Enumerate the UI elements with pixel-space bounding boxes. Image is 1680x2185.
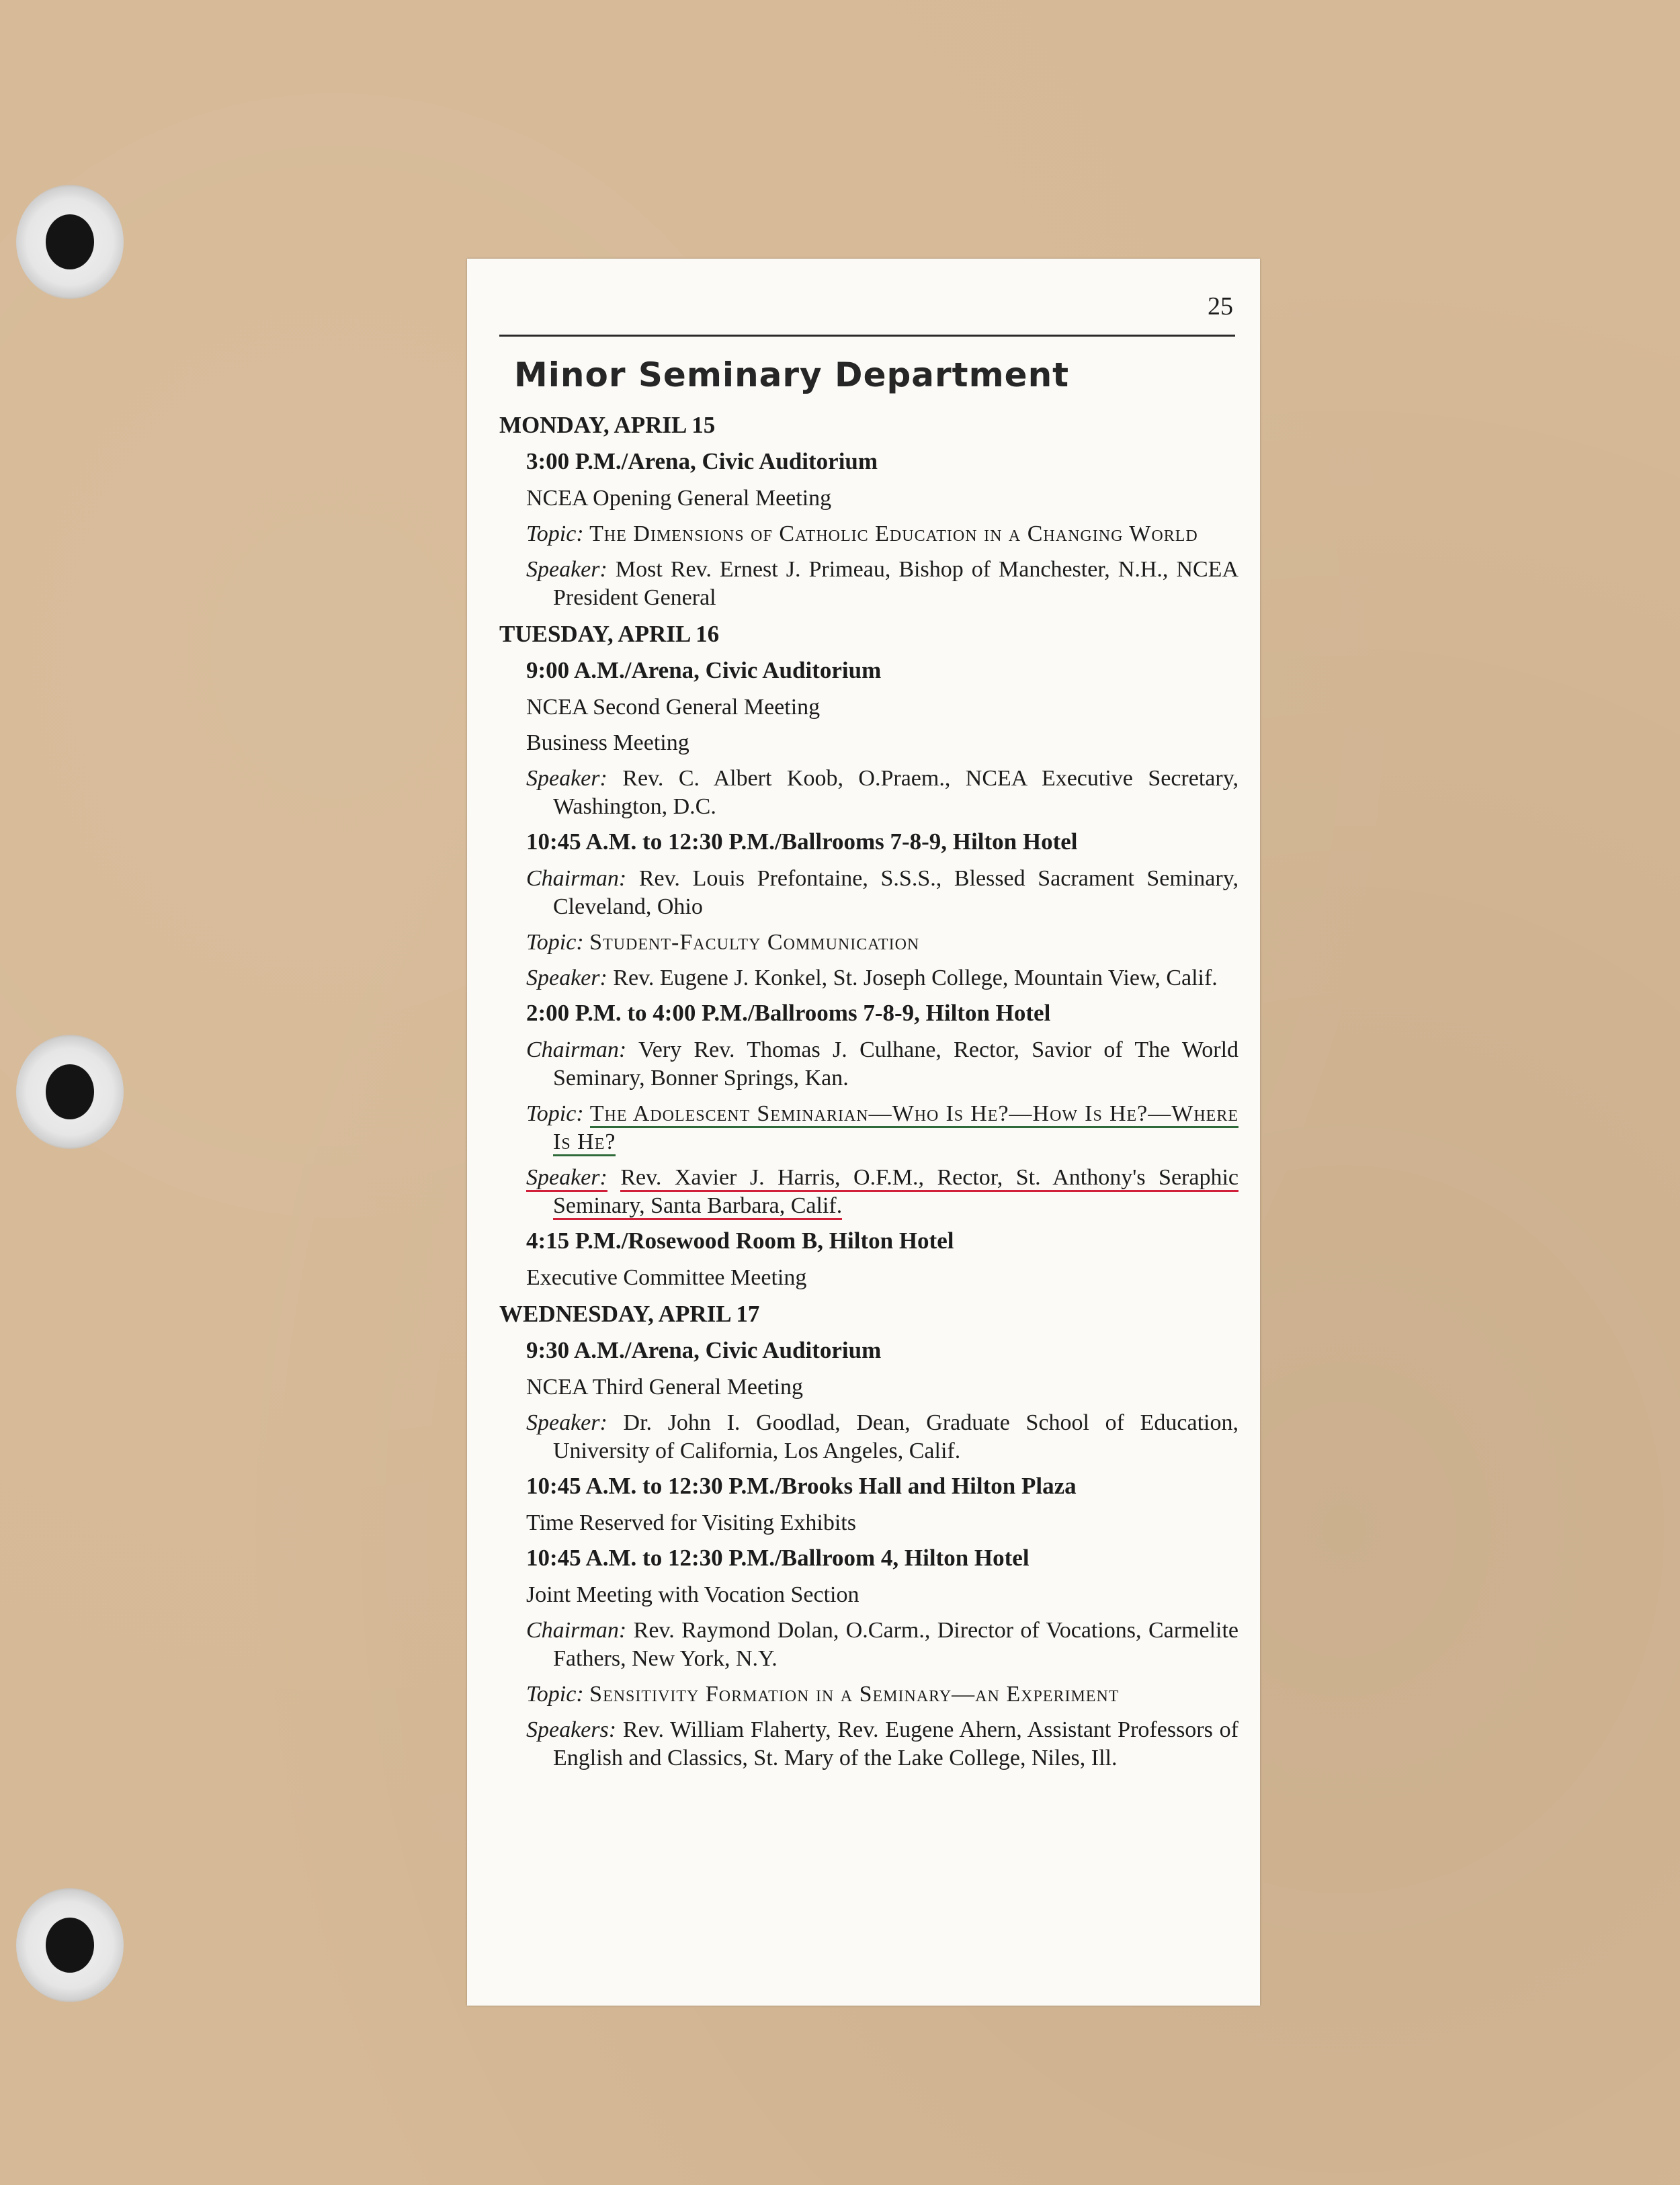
day-heading-wednesday: WEDNESDAY, APRIL 17 [499,1301,760,1327]
session-speaker [526,556,1238,612]
speakers-label: Speakers: [526,1717,617,1742]
schedule [499,410,1238,1772]
session-time: 9:00 A.M./Arena, Civic Auditorium [526,657,882,683]
speakers-text: Rev. William Flaherty, Rev. Eugene Ahern, Assistant Professors of English and Classics, St. Mary of the Lake College, Niles, Ill. [553,1717,1238,1770]
chairman-text: Rev. Louis Prefontaine, S.S.S., Blessed Sacrament Seminary, Cleveland, Ohio [553,866,1238,919]
binder-hole-middle [16,1035,124,1149]
chairman-text: Very Rev. Thomas J. Culhane, Rector, Savior of The World Seminary, Bonner Springs, Kan. [553,1037,1239,1090]
session-time: 10:45 A.M. to 12:30 P.M./Brooks Hall and Hilton Plaza [526,1473,1077,1499]
session-speaker [526,964,1238,992]
page-number: 25 [1208,292,1233,320]
session-time: 9:30 A.M./Arena, Civic Auditorium [526,1337,882,1363]
speaker-label: Speaker: [526,1410,607,1435]
speaker-text: Rev. C. Albert Koob, O.Praem., NCEA Executive Secretary, Washington, D.C. [553,766,1238,819]
session-event: NCEA Second General Meeting [526,695,821,720]
department-title: Minor Seminary Department [514,355,1070,394]
session-event: NCEA Third General Meeting [526,1375,804,1400]
topic-text: Sensitivity Formation in a Seminary—an Experiment [589,1682,1120,1707]
session-topic [526,929,1238,957]
session-chairman [526,1617,1238,1673]
speaker-text: Most Rev. Ernest J. Primeau, Bishop of Manchester, N.H., NCEA President General [553,557,1238,610]
session-topic [526,1680,1238,1709]
speaker-label: Speaker: [526,766,607,791]
session-speaker [526,765,1238,821]
topic-text: The Dimensions of Catholic Education in a Changing World [589,521,1198,546]
session-time: 4:15 P.M./Rosewood Room B, Hilton Hotel [526,1228,954,1254]
topic-label: Topic: [526,930,584,955]
speaker-text: Rev. Eugene J. Konkel, St. Joseph College, Mountain View, Calif. [613,966,1218,990]
program-page [467,259,1260,2006]
session-topic-underlined [526,1100,1238,1156]
session-event: Joint Meeting with Vocation Section [526,1582,859,1607]
session-chairman [526,865,1238,921]
topic-label: Topic: [526,1682,584,1707]
chairman-text: Rev. Raymond Dolan, O.Carm., Director of Vocations, Carmelite Fathers, New York, N.Y. [553,1618,1238,1671]
chairman-label: Chairman: [526,1618,627,1643]
speaker-text: Dr. John I. Goodlad, Dean, Graduate School of Education, University of California, Los Angeles, Calif. [553,1410,1239,1463]
binder-hole-top [16,185,124,299]
session-speakers [526,1716,1238,1772]
day-heading-tuesday: TUESDAY, APRIL 16 [499,621,720,647]
session-time: 2:00 P.M. to 4:00 P.M./Ballrooms 7-8-9, Hilton Hotel [526,1000,1051,1026]
session-event: Time Reserved for Visiting Exhibits [526,1510,856,1535]
speaker-label: Speaker: [526,1165,607,1192]
topic-label: Topic: [526,1101,584,1126]
topic-text: Student-Faculty Communication [589,930,920,955]
topic-label: Topic: [526,521,584,546]
chairman-label: Chairman: [526,1037,627,1062]
session-event: Executive Committee Meeting [526,1265,807,1290]
speaker-label: Speaker: [526,557,607,582]
header-rule [499,335,1235,337]
session-speaker-underlined [526,1164,1238,1220]
session-time: 10:45 A.M. to 12:30 P.M./Ballroom 4, Hilton Hotel [526,1545,1030,1571]
session-time: 10:45 A.M. to 12:30 P.M./Ballrooms 7-8-9, Hilton Hotel [526,828,1078,855]
session-time: 3:00 P.M./Arena, Civic Auditorium [526,448,878,474]
session-event: Business Meeting [526,730,689,755]
speaker-text-red-underline: Rev. Xavier J. Harris, O.F.M., Rector, St. Anthony's Seraphic Seminary, Santa Barbara, Calif. [553,1165,1238,1220]
chairman-label: Chairman: [526,866,627,891]
session-topic [526,520,1238,548]
speaker-label: Speaker: [526,966,607,990]
session-event: NCEA Opening General Meeting [526,486,832,511]
binder-hole-bottom [16,1888,124,2002]
day-heading-monday: MONDAY, APRIL 15 [499,412,716,438]
topic-text-green-underline: The Adolescent Seminarian—Who Is He?—How Is He?—Where Is He? [553,1101,1238,1156]
session-speaker [526,1409,1238,1465]
session-chairman [526,1036,1238,1092]
